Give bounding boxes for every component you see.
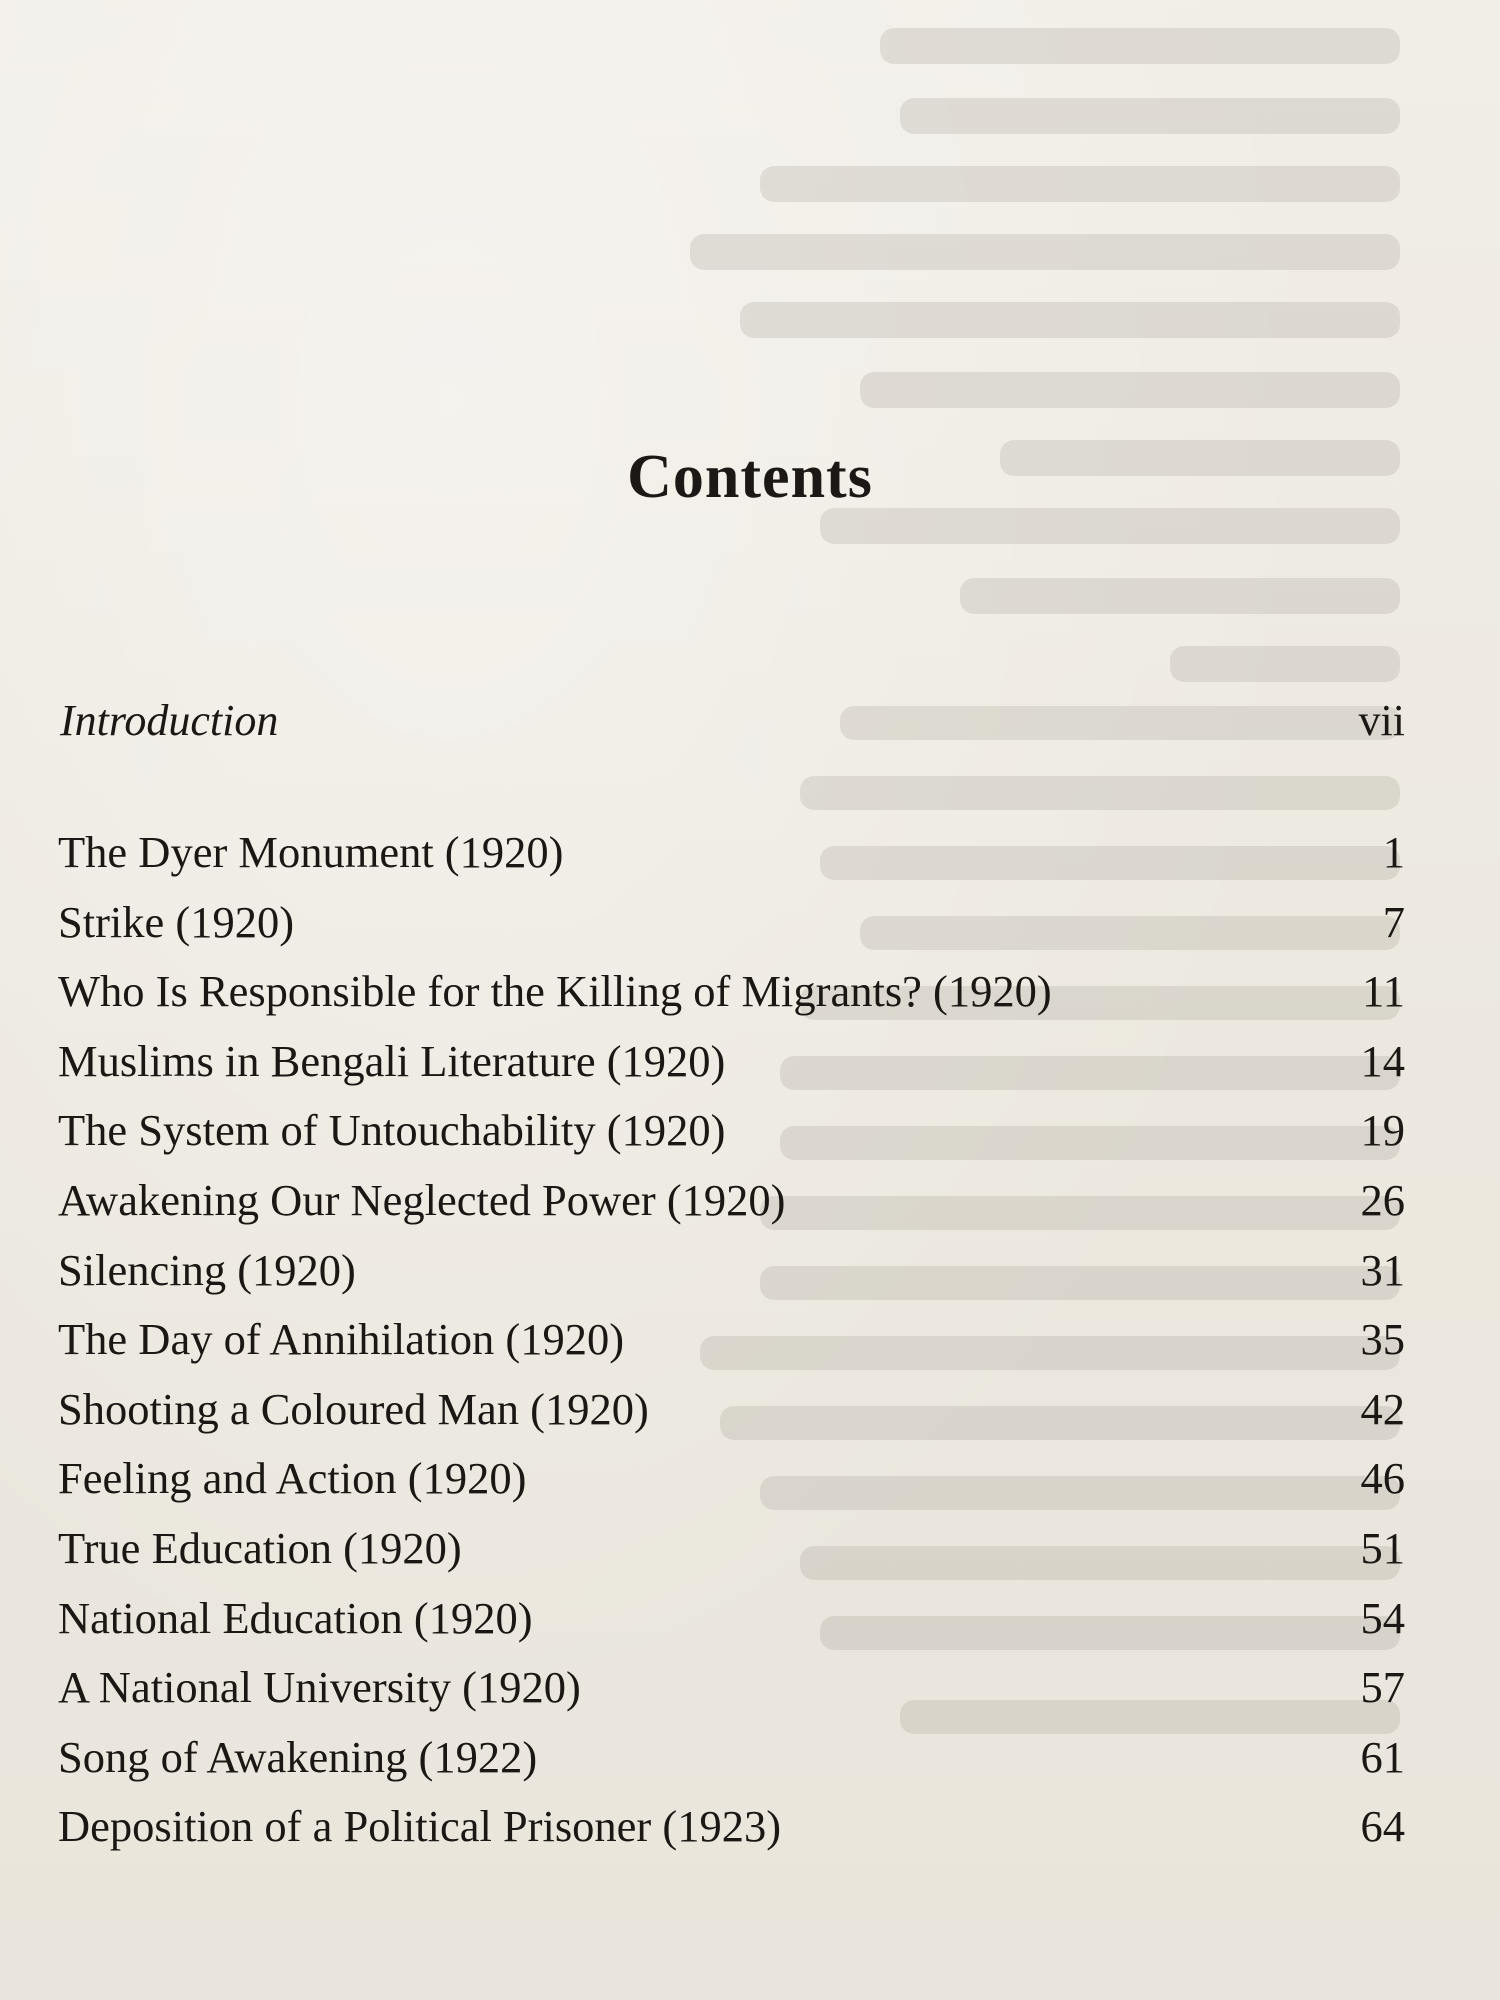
toc-entry-page: 11	[1362, 966, 1405, 1017]
toc-entry-label: Introduction	[60, 696, 279, 745]
toc-entry[interactable]	[58, 1166, 1405, 1236]
toc-entry[interactable]	[58, 1444, 1405, 1514]
toc-entry[interactable]	[58, 1584, 1405, 1654]
toc-entry-page: 64	[1360, 1801, 1405, 1852]
toc-entry[interactable]	[58, 1514, 1405, 1584]
toc-entry-page: 57	[1360, 1662, 1405, 1713]
toc-entry-label: Feeling and Action (1920)	[58, 1453, 527, 1504]
toc-entry-page: 42	[1360, 1383, 1405, 1434]
toc-entry[interactable]	[58, 818, 1405, 888]
toc-entry-page: vii	[1358, 696, 1405, 745]
toc-entry-label: True Education (1920)	[58, 1522, 462, 1573]
toc-entry[interactable]	[58, 1305, 1405, 1375]
toc-entry-label: The System of Untouchability (1920)	[58, 1105, 726, 1156]
toc-entry[interactable]	[58, 1792, 1405, 1862]
toc-entry-label: The Day of Annihilation (1920)	[58, 1314, 625, 1365]
toc-entry-introduction[interactable]	[60, 695, 1405, 755]
toc-entry-page: 14	[1360, 1035, 1405, 1086]
toc-entry-page: 7	[1382, 896, 1405, 947]
toc-entry[interactable]	[58, 1096, 1405, 1166]
toc-entry-page: 51	[1360, 1522, 1405, 1573]
page-title: Contents	[627, 442, 873, 511]
toc-entry-label: Strike (1920)	[58, 896, 295, 947]
toc-entry-label: A National University (1920)	[58, 1662, 581, 1713]
toc-entry-label: The Dyer Monument (1920)	[58, 827, 564, 877]
toc-entry-label: Awakening Our Neglected Power (1920)	[58, 1174, 786, 1225]
toc-entry-page: 46	[1360, 1453, 1405, 1504]
table-of-contents	[58, 818, 1405, 1862]
toc-entry-label: Deposition of a Political Prisoner (1923)	[58, 1801, 782, 1852]
toc-entry[interactable]	[58, 1723, 1405, 1793]
toc-entry-label: Who Is Responsible for the Killing of Migrants? (1920)	[58, 966, 1052, 1017]
toc-entry[interactable]	[58, 1236, 1405, 1306]
toc-entry-label: Song of Awakening (1922)	[58, 1731, 538, 1782]
toc-entry[interactable]	[58, 957, 1405, 1027]
toc-entry-label: Shooting a Coloured Man (1920)	[58, 1383, 649, 1434]
toc-entry-page: 26	[1360, 1174, 1405, 1225]
toc-entry-page: 61	[1360, 1731, 1405, 1782]
toc-entry[interactable]	[58, 1653, 1405, 1723]
toc-entry-page: 35	[1360, 1314, 1405, 1365]
toc-entry-label: National Education (1920)	[58, 1592, 533, 1643]
toc-entry-label: Silencing (1920)	[58, 1244, 356, 1295]
toc-entry-page: 31	[1360, 1244, 1405, 1295]
toc-entry-page: 1	[1382, 827, 1405, 877]
toc-entry-label: Muslims in Bengali Literature (1920)	[58, 1035, 726, 1086]
toc-entry-page: 54	[1360, 1592, 1405, 1643]
toc-entry-page: 19	[1360, 1105, 1405, 1156]
toc-entry[interactable]	[58, 1375, 1405, 1445]
toc-entry[interactable]	[58, 888, 1405, 958]
toc-entry[interactable]	[58, 1027, 1405, 1097]
